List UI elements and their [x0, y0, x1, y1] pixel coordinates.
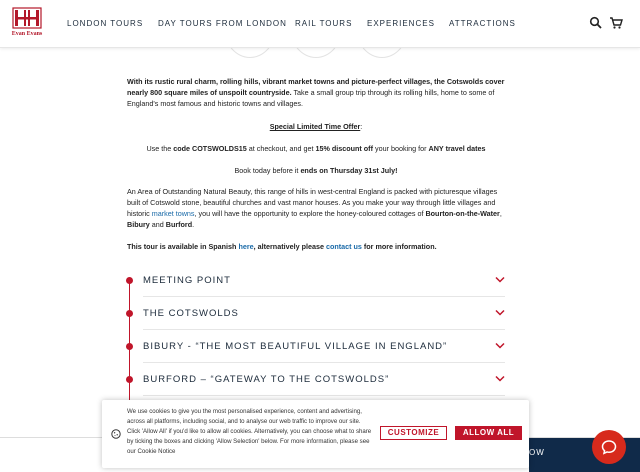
nav-attractions[interactable]: ATTRACTIONS — [449, 19, 516, 28]
book-now-label: OW — [529, 448, 545, 457]
chevron-down-icon — [495, 309, 505, 317]
cart-icon[interactable] — [609, 16, 623, 30]
chevron-down-icon — [495, 342, 505, 350]
any-dates-text: ANY travel dates — [428, 144, 486, 153]
nav-day-tours[interactable]: DAY TOURS FROM LONDON — [158, 19, 287, 28]
offer-text: your booking for — [372, 144, 429, 153]
divider — [143, 395, 505, 396]
search-icon[interactable] — [589, 16, 603, 30]
contact-us-link[interactable]: contact us — [325, 242, 362, 251]
about-text: and — [149, 220, 166, 229]
offer-heading-suffix: : — [360, 122, 363, 131]
timeline-dot — [126, 343, 133, 350]
spanish-text: , alternatively please — [253, 242, 326, 251]
intro-rest: Take a small group trip through its rolling hills, home to some of England's most famous and historic towns and villages. — [127, 88, 495, 108]
intro-bold: With its rustic rural charm, rolling hills, vibrant market towns and picture-perfect villages, the Cotswolds cover nearly 800 square miles of unspoilt countryside. — [127, 77, 505, 97]
accordion-title: BURFORD – “GATEWAY TO THE COTSWOLDS” — [143, 374, 390, 385]
about-text: , — [499, 209, 502, 218]
offer-heading-text: Special Limited Time Offer — [269, 122, 361, 131]
offer-heading — [127, 121, 505, 132]
accordion-title: MEETING POINT — [143, 275, 231, 286]
spanish-here-link[interactable]: here — [238, 242, 254, 251]
evan-evans-logo[interactable] — [10, 7, 44, 43]
timeline-dot — [126, 277, 133, 284]
chat-bubble-icon — [601, 439, 617, 455]
town-bibury: Bibury — [127, 220, 150, 229]
cookie-message: We use cookies to give you the most personalised experience, content and advertising, across all platforms, including social, and to analyse our web traffic to improve our site. Click 'Allow All' if you'd like to allow all cookies. Alternatively, you can choose what to share by ticking the boxes and clicking 'Allow Selection' below. For more information, please see our Cookie Notice — [127, 408, 372, 455]
timeline-dot — [126, 376, 133, 383]
about-text: . — [192, 220, 195, 229]
timeline-dot — [126, 310, 133, 317]
promo-code: code COTSWOLDS15 — [173, 144, 247, 153]
offer-code-line — [127, 143, 505, 154]
spanish-text: for more information. — [361, 242, 437, 251]
chat-button[interactable] — [592, 430, 626, 464]
nav-london-tours[interactable]: LONDON TOURS — [67, 19, 144, 28]
deadline-text: Book today before it — [234, 166, 301, 175]
about-text: , you will have the opportunity to explore the honey-coloured cottages of — [194, 209, 426, 218]
town-burford: Burford — [165, 220, 193, 229]
discount-text: 15% discount off — [315, 144, 373, 153]
divider — [143, 296, 505, 297]
allow-all-button[interactable]: ALLOW ALL — [455, 426, 522, 440]
accordion-title: THE COTSWOLDS — [143, 308, 239, 319]
offer-text: Use the — [146, 144, 174, 153]
about-paragraph — [127, 186, 505, 230]
intro-paragraph — [127, 76, 505, 109]
deadline-date: ends on Thursday 31st July! — [300, 166, 398, 175]
town-bourton: Bourton-on-the-Water — [425, 209, 500, 218]
spanish-note — [127, 241, 505, 252]
chevron-down-icon — [495, 276, 505, 284]
chevron-down-icon — [495, 375, 505, 383]
divider — [143, 362, 505, 363]
logo-mark-icon — [12, 7, 42, 29]
customize-button[interactable]: CUSTOMIZE — [380, 426, 447, 440]
accordion-title: BIBURY - “THE MOST BEAUTIFUL VILLAGE IN ENGLAND” — [143, 341, 448, 352]
logo-text: Evan Evans — [11, 31, 43, 37]
divider — [143, 329, 505, 330]
offer-deadline — [127, 165, 505, 176]
cookie-icon — [111, 429, 121, 439]
spanish-text: This tour is available in Spanish — [127, 242, 239, 251]
market-towns-link[interactable]: market towns — [151, 209, 195, 218]
offer-text: at checkout, and get — [246, 144, 316, 153]
about-text: An Area of Outstanding Natural Beauty, this range of hills in west-central England is packed with picturesque villages built of Cotswold stone, beautiful churches and vast manor houses. As you make your way through little villages and historic — [127, 187, 498, 218]
nav-rail-tours[interactable]: RAIL TOURS — [295, 19, 353, 28]
nav-experiences[interactable]: EXPERIENCES — [367, 19, 435, 28]
cookie-banner — [102, 400, 529, 468]
site-header — [0, 0, 640, 48]
